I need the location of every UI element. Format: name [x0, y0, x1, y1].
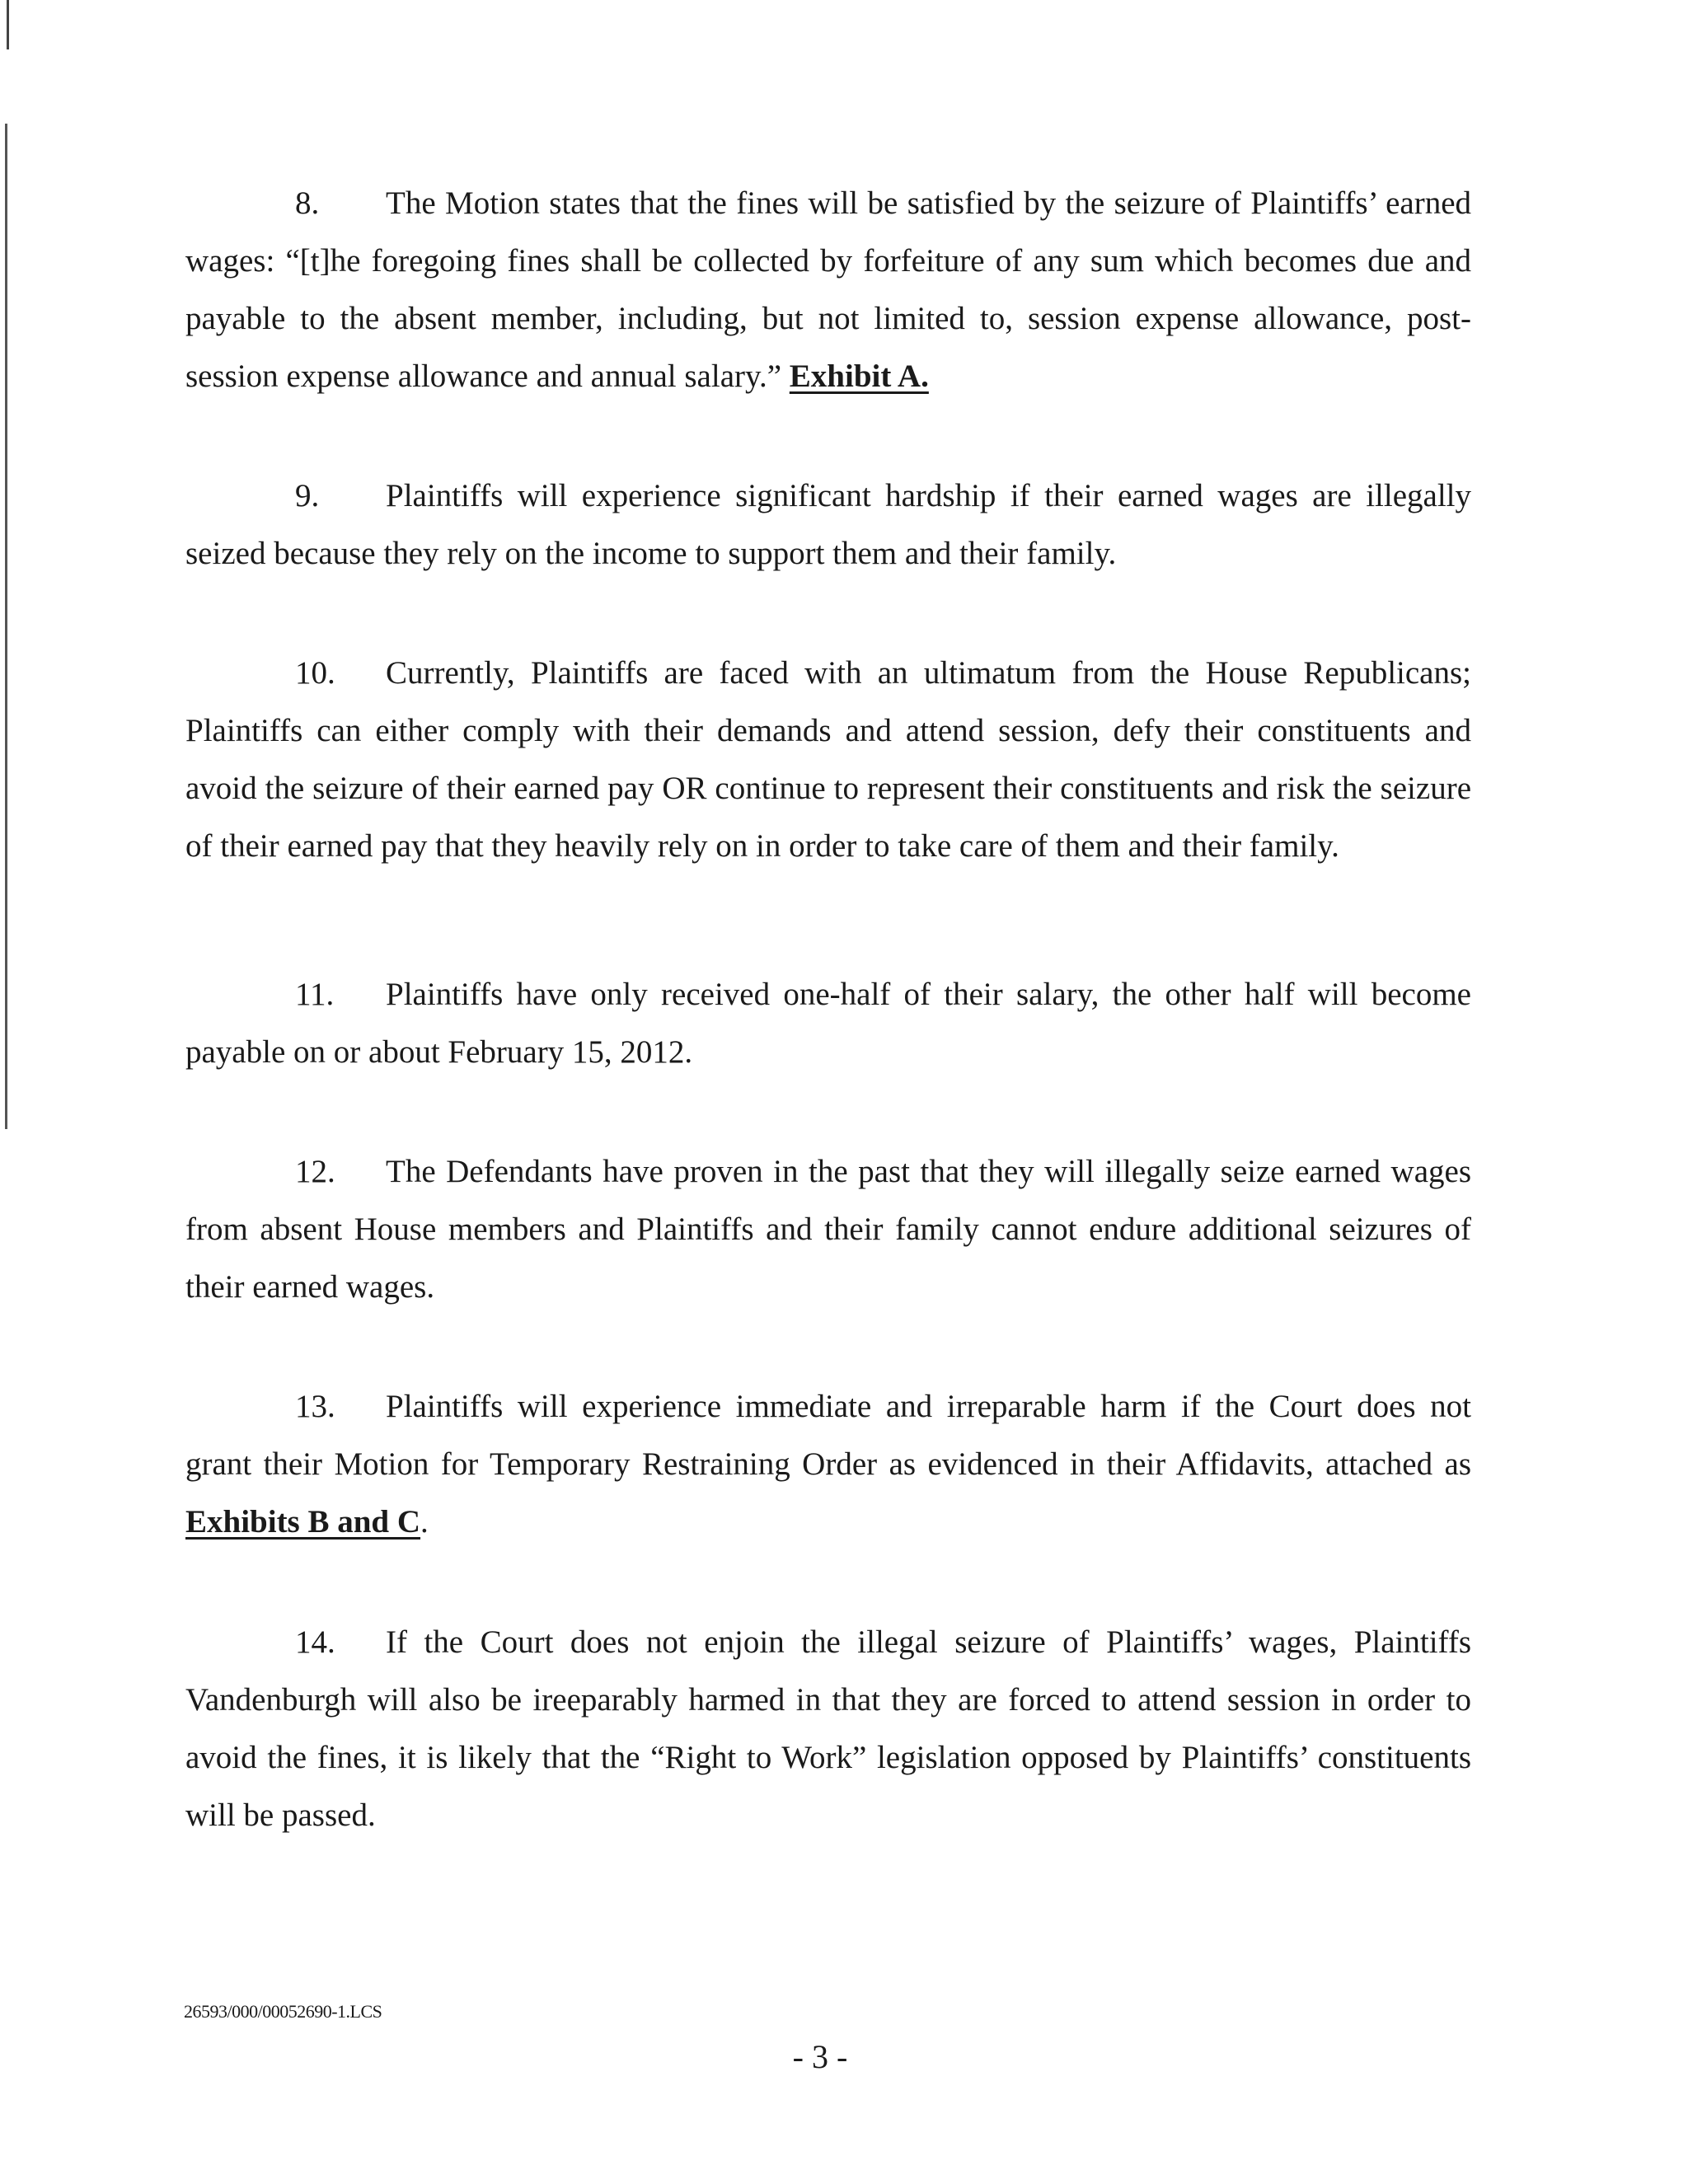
paragraph-number: 11.	[295, 977, 335, 1012]
paragraph-number: 12.	[295, 1154, 335, 1189]
paragraph-text: The Motion states that the fines will be satisfied by the seizure of Plaintiffs’ earned wages: “[t]he foregoing fines shall be collected by forfeiture of any sum which becomes due and payable to the absent member, including, but not limited to, session expense allowance, post-session expense allowance and annual salary.”	[185, 185, 1471, 394]
paragraph-14	[185, 1614, 1471, 1844]
page-number: - 3 -	[792, 2038, 848, 2075]
paragraph-text: Plaintiffs have only received one-half of their salary, the other half will become payable on or about February 15, 2012.	[185, 977, 1471, 1070]
paragraph-number: 8.	[295, 185, 320, 221]
paragraph-text: Currently, Plaintiffs are faced with an ultimatum from the House Republicans; Plaintiffs can either comply with their demands and attend session, defy their constituents and avoid the seizure of their earned pay OR continue to represent their constituents and risk the seizure of their earned pay that they heavily rely on in order to take care of them and their family.	[185, 655, 1471, 864]
paragraph-number: 14.	[295, 1624, 335, 1660]
paragraph-text: If the Court does not enjoin the illegal seizure of Plaintiffs’ wages, Plaintiffs Vandenburgh will also be ireeparably harmed in that they are forced to attend session in order to avoid the fines, it is likely that the “Right to Work” legislation opposed by Plaintiffs’ constituents will be passed.	[185, 1624, 1471, 1833]
paragraph-text-end: .	[420, 1504, 429, 1540]
paragraph-10	[185, 644, 1471, 875]
scan-artifact-line	[7, 0, 9, 49]
paragraph-number: 9.	[295, 478, 320, 513]
document-code: 26593/000/00052690-1.LCS	[184, 2001, 382, 2022]
paragraph-text: Plaintiffs will experience significant hardship if their earned wages are illegally seized because they rely on the income to support them and their family.	[185, 478, 1471, 571]
paragraph-text: Plaintiffs will experience immediate and irreparable harm if the Court does not grant their Motion for Temporary Restraining Order as evidenced in their Affidavits, attached as	[185, 1389, 1471, 1482]
paragraph-number: 10.	[295, 655, 335, 691]
paragraph-number: 13.	[295, 1389, 335, 1424]
paragraph-13	[185, 1378, 1471, 1551]
paragraph-8	[185, 175, 1471, 405]
exhibit-reference: Exhibits B and C	[185, 1504, 421, 1540]
paragraph-12	[185, 1143, 1471, 1316]
paragraph-text: The Defendants have proven in the past that they will illegally seize earned wages from absent House members and Plaintiffs and their family cannot endure additional seizures of their earned wages.	[185, 1154, 1471, 1305]
exhibit-reference: Exhibit A.	[789, 359, 929, 394]
scan-artifact-line	[5, 124, 7, 1129]
paragraph-11	[185, 966, 1471, 1081]
paragraph-9	[185, 467, 1471, 583]
